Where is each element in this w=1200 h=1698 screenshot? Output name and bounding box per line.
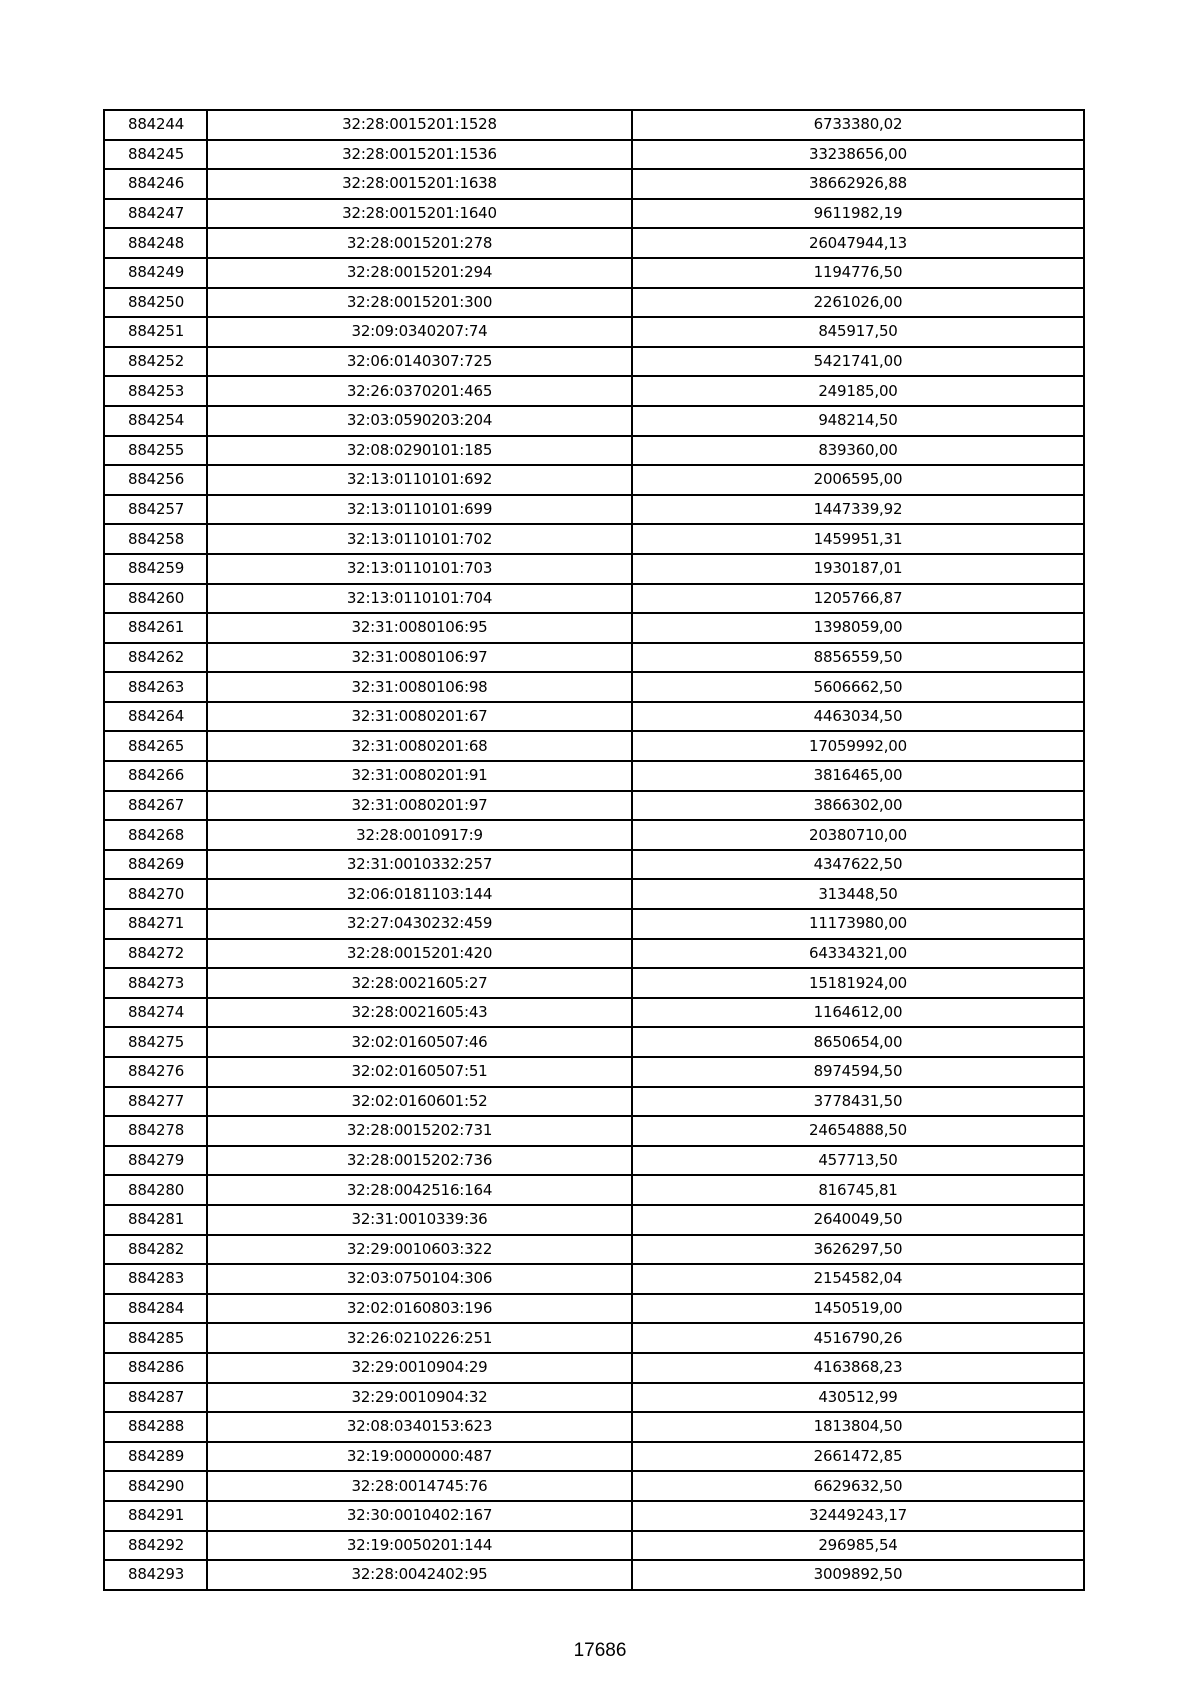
value-cell: 296985,54 <box>632 1531 1084 1561</box>
value-cell: 2640049,50 <box>632 1205 1084 1235</box>
cadastral-number-cell: 32:28:0042516:164 <box>207 1175 632 1205</box>
cadastral-number-cell: 32:28:0015201:1638 <box>207 169 632 199</box>
cadastral-number-cell: 32:13:0110101:704 <box>207 584 632 614</box>
cadastral-number-cell: 32:19:0050201:144 <box>207 1531 632 1561</box>
value-cell: 2154582,04 <box>632 1264 1084 1294</box>
cadastral-number-cell: 32:08:0340153:623 <box>207 1412 632 1442</box>
table-row <box>104 1264 1084 1294</box>
table-row <box>104 643 1084 673</box>
table-row <box>104 672 1084 702</box>
cadastral-number-cell: 32:28:0015201:420 <box>207 939 632 969</box>
table-row <box>104 1560 1084 1590</box>
table-row <box>104 879 1084 909</box>
cadastral-number-cell: 32:31:0010332:257 <box>207 850 632 880</box>
row-number-cell: 884274 <box>104 998 207 1028</box>
table-row <box>104 1501 1084 1531</box>
row-number-cell: 884266 <box>104 761 207 791</box>
row-number-cell: 884249 <box>104 258 207 288</box>
table-row <box>104 406 1084 436</box>
value-cell: 1447339,92 <box>632 495 1084 525</box>
row-number-cell: 884251 <box>104 317 207 347</box>
value-cell: 4463034,50 <box>632 702 1084 732</box>
value-cell: 839360,00 <box>632 436 1084 466</box>
cadastral-number-cell: 32:02:0160507:46 <box>207 1027 632 1057</box>
cadastral-number-cell: 32:31:0080106:97 <box>207 643 632 673</box>
table-row <box>104 1116 1084 1146</box>
row-number-cell: 884264 <box>104 702 207 732</box>
row-number-cell: 884255 <box>104 436 207 466</box>
cadastral-number-cell: 32:31:0080201:67 <box>207 702 632 732</box>
value-cell: 3626297,50 <box>632 1235 1084 1265</box>
row-number-cell: 884286 <box>104 1353 207 1383</box>
value-cell: 11173980,00 <box>632 909 1084 939</box>
registry-table <box>103 109 1085 1591</box>
value-cell: 5421741,00 <box>632 347 1084 377</box>
row-number-cell: 884259 <box>104 554 207 584</box>
row-number-cell: 884250 <box>104 288 207 318</box>
value-cell: 33238656,00 <box>632 140 1084 170</box>
table-row <box>104 258 1084 288</box>
row-number-cell: 884270 <box>104 879 207 909</box>
value-cell: 816745,81 <box>632 1175 1084 1205</box>
table-row <box>104 436 1084 466</box>
row-number-cell: 884268 <box>104 820 207 850</box>
value-cell: 2261026,00 <box>632 288 1084 318</box>
table-row <box>104 1235 1084 1265</box>
cadastral-number-cell: 32:19:0000000:487 <box>207 1442 632 1472</box>
cadastral-number-cell: 32:28:0015201:1640 <box>207 199 632 229</box>
table-row <box>104 465 1084 495</box>
cadastral-number-cell: 32:28:0015201:1528 <box>207 110 632 140</box>
value-cell: 1459951,31 <box>632 524 1084 554</box>
table-row <box>104 140 1084 170</box>
table-row <box>104 850 1084 880</box>
cadastral-number-cell: 32:03:0750104:306 <box>207 1264 632 1294</box>
table-row <box>104 347 1084 377</box>
table-row <box>104 1471 1084 1501</box>
cadastral-number-cell: 32:13:0110101:699 <box>207 495 632 525</box>
row-number-cell: 884289 <box>104 1442 207 1472</box>
value-cell: 313448,50 <box>632 879 1084 909</box>
row-number-cell: 884291 <box>104 1501 207 1531</box>
row-number-cell: 884275 <box>104 1027 207 1057</box>
value-cell: 249185,00 <box>632 376 1084 406</box>
value-cell: 1930187,01 <box>632 554 1084 584</box>
table-row <box>104 1412 1084 1442</box>
table-row <box>104 702 1084 732</box>
row-number-cell: 884287 <box>104 1383 207 1413</box>
cadastral-number-cell: 32:29:0010603:322 <box>207 1235 632 1265</box>
cadastral-number-cell: 32:08:0290101:185 <box>207 436 632 466</box>
value-cell: 457713,50 <box>632 1146 1084 1176</box>
table-row <box>104 1205 1084 1235</box>
row-number-cell: 884267 <box>104 791 207 821</box>
table-row <box>104 317 1084 347</box>
value-cell: 1194776,50 <box>632 258 1084 288</box>
value-cell: 8974594,50 <box>632 1057 1084 1087</box>
cadastral-number-cell: 32:28:0015201:1536 <box>207 140 632 170</box>
cadastral-number-cell: 32:28:0015202:736 <box>207 1146 632 1176</box>
table-row <box>104 613 1084 643</box>
row-number-cell: 884292 <box>104 1531 207 1561</box>
table-row <box>104 1294 1084 1324</box>
table-row <box>104 968 1084 998</box>
cadastral-number-cell: 32:31:0080106:98 <box>207 672 632 702</box>
row-number-cell: 884245 <box>104 140 207 170</box>
row-number-cell: 884290 <box>104 1471 207 1501</box>
row-number-cell: 884244 <box>104 110 207 140</box>
cadastral-number-cell: 32:27:0430232:459 <box>207 909 632 939</box>
value-cell: 6733380,02 <box>632 110 1084 140</box>
row-number-cell: 884280 <box>104 1175 207 1205</box>
row-number-cell: 884258 <box>104 524 207 554</box>
cadastral-number-cell: 32:28:0015201:294 <box>207 258 632 288</box>
row-number-cell: 884265 <box>104 731 207 761</box>
value-cell: 20380710,00 <box>632 820 1084 850</box>
row-number-cell: 884247 <box>104 199 207 229</box>
table-row <box>104 288 1084 318</box>
row-number-cell: 884272 <box>104 939 207 969</box>
value-cell: 2006595,00 <box>632 465 1084 495</box>
table-row <box>104 199 1084 229</box>
row-number-cell: 884256 <box>104 465 207 495</box>
table-row <box>104 909 1084 939</box>
value-cell: 4163868,23 <box>632 1353 1084 1383</box>
table-row <box>104 1146 1084 1176</box>
cadastral-number-cell: 32:03:0590203:204 <box>207 406 632 436</box>
cadastral-number-cell: 32:28:0015202:731 <box>207 1116 632 1146</box>
value-cell: 4347622,50 <box>632 850 1084 880</box>
value-cell: 64334321,00 <box>632 939 1084 969</box>
cadastral-number-cell: 32:28:0015201:278 <box>207 228 632 258</box>
cadastral-number-cell: 32:28:0015201:300 <box>207 288 632 318</box>
row-number-cell: 884293 <box>104 1560 207 1590</box>
row-number-cell: 884254 <box>104 406 207 436</box>
row-number-cell: 884246 <box>104 169 207 199</box>
row-number-cell: 884284 <box>104 1294 207 1324</box>
value-cell: 3816465,00 <box>632 761 1084 791</box>
table-row <box>104 1531 1084 1561</box>
cadastral-number-cell: 32:28:0014745:76 <box>207 1471 632 1501</box>
value-cell: 8856559,50 <box>632 643 1084 673</box>
cadastral-number-cell: 32:02:0160601:52 <box>207 1087 632 1117</box>
table-row <box>104 761 1084 791</box>
table-row <box>104 1057 1084 1087</box>
value-cell: 24654888,50 <box>632 1116 1084 1146</box>
table-row <box>104 1353 1084 1383</box>
row-number-cell: 884263 <box>104 672 207 702</box>
registry-table-body <box>104 110 1084 1590</box>
table-row <box>104 554 1084 584</box>
value-cell: 38662926,88 <box>632 169 1084 199</box>
row-number-cell: 884261 <box>104 613 207 643</box>
row-number-cell: 884260 <box>104 584 207 614</box>
value-cell: 26047944,13 <box>632 228 1084 258</box>
row-number-cell: 884269 <box>104 850 207 880</box>
value-cell: 3009892,50 <box>632 1560 1084 1590</box>
cadastral-number-cell: 32:31:0080201:97 <box>207 791 632 821</box>
value-cell: 1205766,87 <box>632 584 1084 614</box>
row-number-cell: 884285 <box>104 1323 207 1353</box>
row-number-cell: 884276 <box>104 1057 207 1087</box>
row-number-cell: 884252 <box>104 347 207 377</box>
table-row <box>104 1027 1084 1057</box>
table-row <box>104 524 1084 554</box>
value-cell: 3866302,00 <box>632 791 1084 821</box>
row-number-cell: 884277 <box>104 1087 207 1117</box>
row-number-cell: 884282 <box>104 1235 207 1265</box>
row-number-cell: 884273 <box>104 968 207 998</box>
cadastral-number-cell: 32:02:0160803:196 <box>207 1294 632 1324</box>
row-number-cell: 884288 <box>104 1412 207 1442</box>
table-row <box>104 584 1084 614</box>
value-cell: 6629632,50 <box>632 1471 1084 1501</box>
row-number-cell: 884248 <box>104 228 207 258</box>
value-cell: 1450519,00 <box>632 1294 1084 1324</box>
value-cell: 1398059,00 <box>632 613 1084 643</box>
cadastral-number-cell: 32:13:0110101:703 <box>207 554 632 584</box>
cadastral-number-cell: 32:06:0140307:725 <box>207 347 632 377</box>
cadastral-number-cell: 32:30:0010402:167 <box>207 1501 632 1531</box>
cadastral-number-cell: 32:29:0010904:32 <box>207 1383 632 1413</box>
row-number-cell: 884271 <box>104 909 207 939</box>
cadastral-number-cell: 32:09:0340207:74 <box>207 317 632 347</box>
value-cell: 15181924,00 <box>632 968 1084 998</box>
row-number-cell: 884279 <box>104 1146 207 1176</box>
cadastral-number-cell: 32:26:0370201:465 <box>207 376 632 406</box>
row-number-cell: 884283 <box>104 1264 207 1294</box>
value-cell: 948214,50 <box>632 406 1084 436</box>
value-cell: 17059992,00 <box>632 731 1084 761</box>
table-row <box>104 998 1084 1028</box>
table-row <box>104 731 1084 761</box>
table-row <box>104 939 1084 969</box>
table-row <box>104 228 1084 258</box>
row-number-cell: 884281 <box>104 1205 207 1235</box>
row-number-cell: 884262 <box>104 643 207 673</box>
value-cell: 4516790,26 <box>632 1323 1084 1353</box>
value-cell: 8650654,00 <box>632 1027 1084 1057</box>
cadastral-number-cell: 32:28:0021605:27 <box>207 968 632 998</box>
value-cell: 5606662,50 <box>632 672 1084 702</box>
value-cell: 9611982,19 <box>632 199 1084 229</box>
value-cell: 32449243,17 <box>632 1501 1084 1531</box>
cadastral-number-cell: 32:13:0110101:702 <box>207 524 632 554</box>
cadastral-number-cell: 32:29:0010904:29 <box>207 1353 632 1383</box>
cadastral-number-cell: 32:06:0181103:144 <box>207 879 632 909</box>
table-row <box>104 376 1084 406</box>
cadastral-number-cell: 32:31:0010339:36 <box>207 1205 632 1235</box>
table-row <box>104 169 1084 199</box>
table-row <box>104 1442 1084 1472</box>
table-row <box>104 1175 1084 1205</box>
table-row <box>104 1323 1084 1353</box>
cadastral-number-cell: 32:31:0080106:95 <box>207 613 632 643</box>
cadastral-number-cell: 32:31:0080201:91 <box>207 761 632 791</box>
cadastral-number-cell: 32:28:0021605:43 <box>207 998 632 1028</box>
value-cell: 3778431,50 <box>632 1087 1084 1117</box>
table-row <box>104 110 1084 140</box>
cadastral-number-cell: 32:28:0042402:95 <box>207 1560 632 1590</box>
value-cell: 1164612,00 <box>632 998 1084 1028</box>
cadastral-number-cell: 32:28:0010917:9 <box>207 820 632 850</box>
table-row <box>104 1087 1084 1117</box>
row-number-cell: 884278 <box>104 1116 207 1146</box>
page-number: 17686 <box>573 1640 627 1661</box>
cadastral-number-cell: 32:31:0080201:68 <box>207 731 632 761</box>
value-cell: 1813804,50 <box>632 1412 1084 1442</box>
value-cell: 430512,99 <box>632 1383 1084 1413</box>
value-cell: 845917,50 <box>632 317 1084 347</box>
table-row <box>104 495 1084 525</box>
table-row <box>104 820 1084 850</box>
table-row <box>104 1383 1084 1413</box>
table-row <box>104 791 1084 821</box>
cadastral-number-cell: 32:13:0110101:692 <box>207 465 632 495</box>
cadastral-number-cell: 32:02:0160507:51 <box>207 1057 632 1087</box>
value-cell: 2661472,85 <box>632 1442 1084 1472</box>
row-number-cell: 884257 <box>104 495 207 525</box>
row-number-cell: 884253 <box>104 376 207 406</box>
cadastral-number-cell: 32:26:0210226:251 <box>207 1323 632 1353</box>
